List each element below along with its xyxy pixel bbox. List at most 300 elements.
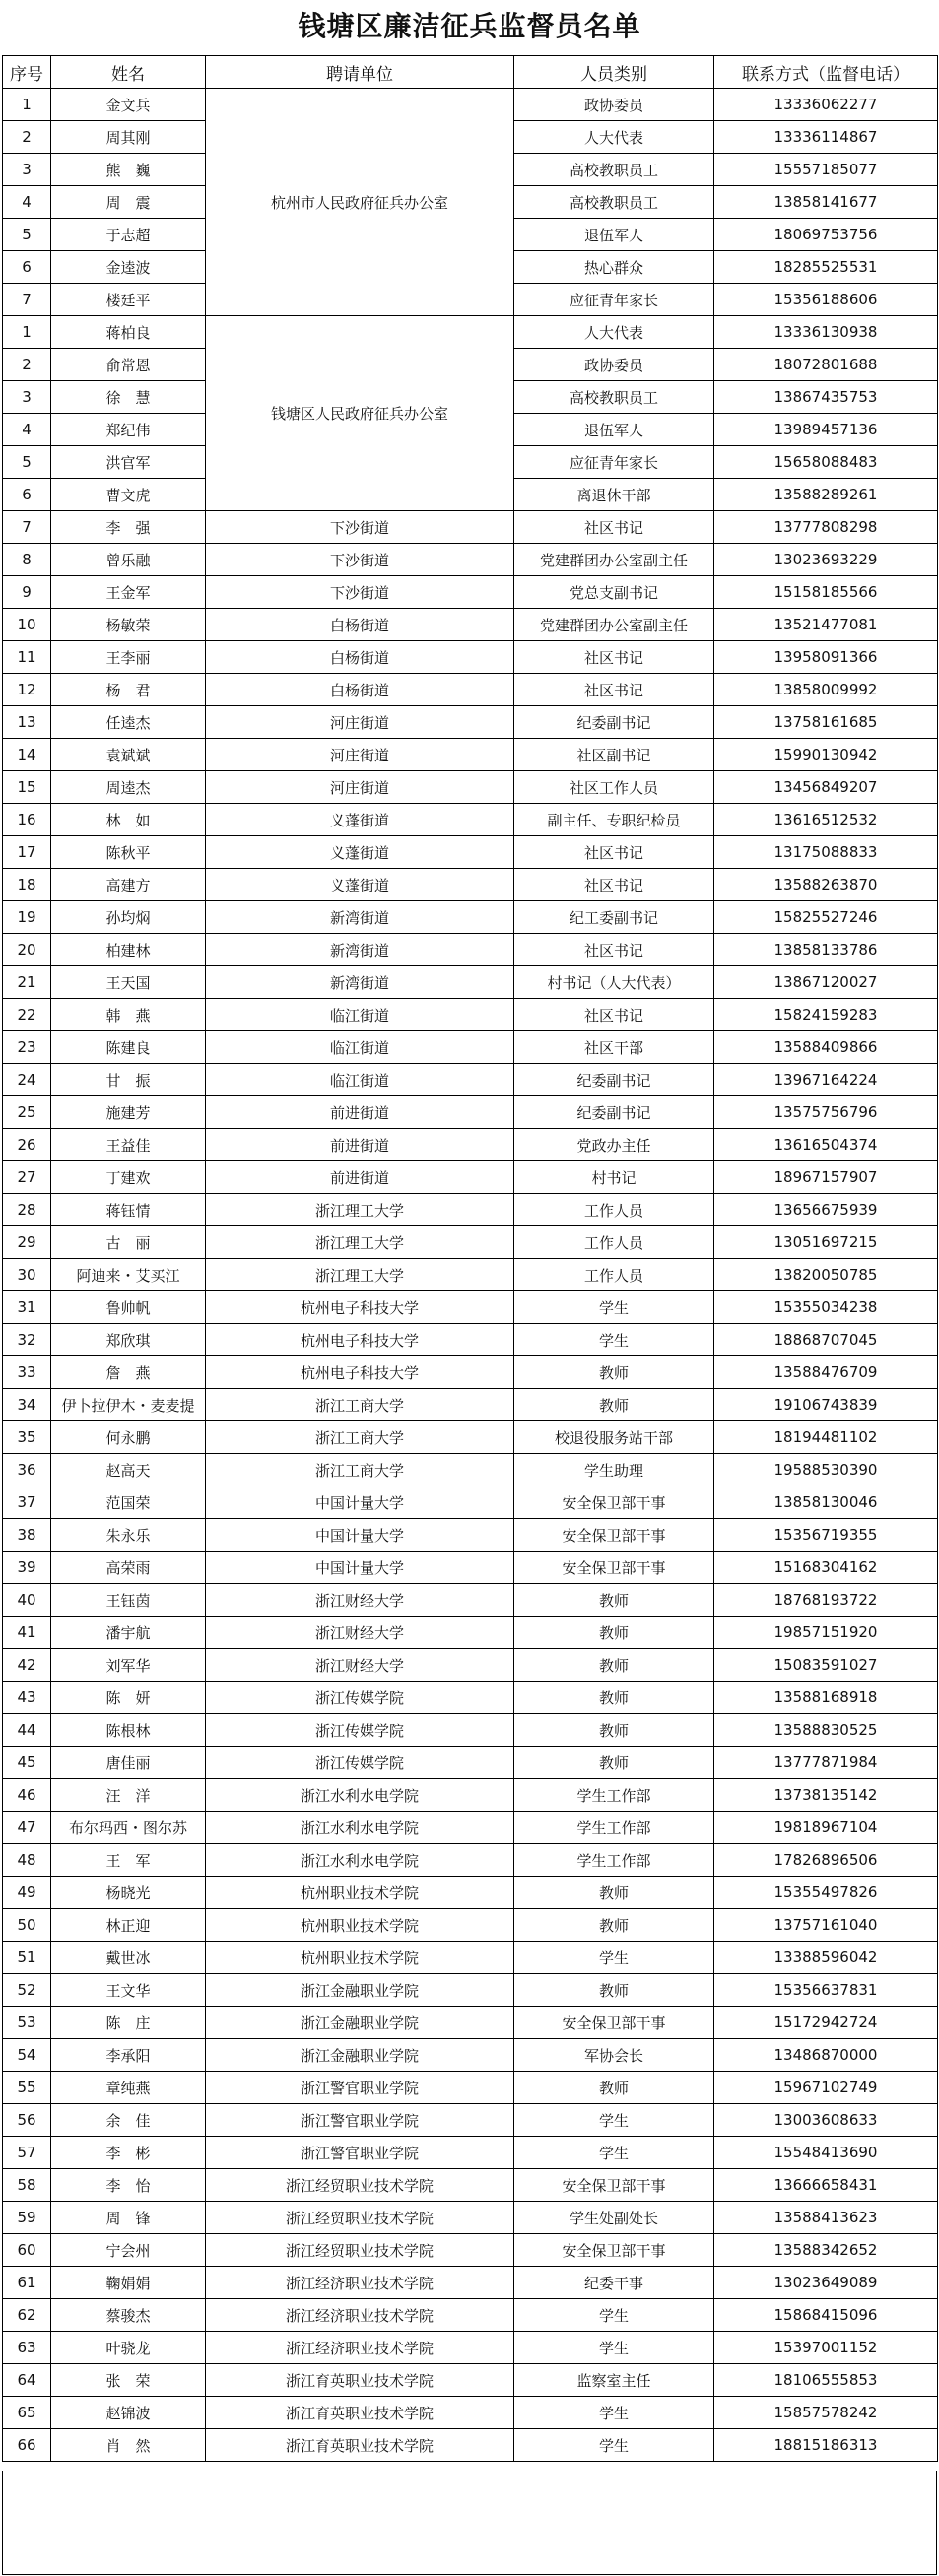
cell-category: 社区书记 [514,999,714,1031]
table-row [3,1747,938,1779]
table-row [3,2039,938,2072]
cell-category: 社区书记 [514,869,714,901]
cell-name: 刘军华 [51,1649,206,1682]
cell-category: 学生工作部 [514,1812,714,1844]
cell-unit: 浙江水利水电学院 [206,1812,514,1844]
table-row [3,1552,938,1584]
cell-unit: 浙江警官职业学院 [206,2137,514,2169]
cell-name: 陈建良 [51,1031,206,1064]
cell-unit: 浙江财经大学 [206,1617,514,1649]
cell-no: 15 [3,771,51,804]
cell-category: 应征青年家长 [514,284,714,316]
cell-name: 周 锋 [51,2202,206,2234]
cell-name: 杨 君 [51,674,206,706]
table-row [3,1649,938,1682]
cell-category: 教师 [514,1682,714,1714]
table-row [3,1096,938,1129]
cell-unit: 浙江警官职业学院 [206,2104,514,2137]
cell-category: 安全保卫部干事 [514,1486,714,1519]
cell-name: 熊 巍 [51,154,206,186]
cell-phone: 13616512532 [714,804,938,836]
cell-unit: 浙江工商大学 [206,1389,514,1421]
table-row [3,641,938,674]
table-row [3,1291,938,1324]
cell-name: 袁斌斌 [51,739,206,771]
cell-name: 杨敏荣 [51,609,206,641]
cell-unit: 浙江经济职业技术学院 [206,2299,514,2332]
table-row [3,2397,938,2429]
cell-category: 学生 [514,2429,714,2462]
cell-phone: 13858009992 [714,674,938,706]
cell-no: 48 [3,1844,51,1877]
cell-name: 曹文虎 [51,479,206,511]
cell-unit: 浙江警官职业学院 [206,2072,514,2104]
cell-category: 退伍军人 [514,414,714,446]
cell-phone: 18967157907 [714,1161,938,1194]
cell-unit: 义蓬街道 [206,804,514,836]
cell-phone: 13588476709 [714,1356,938,1389]
cell-name: 周其刚 [51,121,206,154]
cell-unit: 浙江理工大学 [206,1194,514,1226]
cell-unit-merged: 钱塘区人民政府征兵办公室 [206,316,514,511]
cell-name: 林 如 [51,804,206,836]
cell-no: 53 [3,2007,51,2039]
cell-no: 2 [3,121,51,154]
cell-no: 14 [3,739,51,771]
cell-no: 34 [3,1389,51,1421]
cell-no: 18 [3,869,51,901]
cell-phone: 18194481102 [714,1421,938,1454]
cell-phone: 15356188606 [714,284,938,316]
cell-category: 政协委员 [514,349,714,381]
cell-name: 孙均焖 [51,901,206,934]
cell-unit: 浙江经济职业技术学院 [206,2332,514,2364]
cell-name: 鲁帅帆 [51,1291,206,1324]
cell-unit: 浙江传媒学院 [206,1747,514,1779]
cell-unit: 浙江金融职业学院 [206,1974,514,2007]
cell-no: 7 [3,284,51,316]
cell-phone: 13486870000 [714,2039,938,2072]
cell-unit: 浙江金融职业学院 [206,2039,514,2072]
cell-no: 62 [3,2299,51,2332]
table-row [3,1259,938,1291]
cell-phone: 13388596042 [714,1942,938,1974]
cell-category: 离退休干部 [514,479,714,511]
cell-unit: 河庄街道 [206,739,514,771]
cell-phone: 13175088833 [714,836,938,869]
cell-no: 16 [3,804,51,836]
cell-phone: 13858133786 [714,934,938,966]
cell-no: 4 [3,414,51,446]
cell-unit: 新湾街道 [206,966,514,999]
cell-phone: 18868707045 [714,1324,938,1356]
cell-category: 社区干部 [514,1031,714,1064]
cell-phone: 19857151920 [714,1617,938,1649]
cell-name: 丁建欢 [51,1161,206,1194]
cell-category: 工作人员 [514,1194,714,1226]
cell-unit: 浙江工商大学 [206,1454,514,1486]
cell-category: 党总支副书记 [514,576,714,609]
cell-name: 伊卜拉伊木・麦麦提 [51,1389,206,1421]
cell-category: 学生 [514,1942,714,1974]
cell-name: 陈根林 [51,1714,206,1747]
cell-no: 65 [3,2397,51,2429]
cell-unit: 中国计量大学 [206,1552,514,1584]
cell-no: 7 [3,511,51,544]
cell-category: 教师 [514,1714,714,1747]
table-row [3,609,938,641]
cell-phone: 13858141677 [714,186,938,219]
table-row [3,836,938,869]
cell-no: 24 [3,1064,51,1096]
table-row [3,1161,938,1194]
cell-no: 12 [3,674,51,706]
supervisor-table [2,55,938,2462]
cell-phone: 13023649089 [714,2267,938,2299]
cell-no: 19 [3,901,51,934]
cell-phone: 13967164224 [714,1064,938,1096]
cell-unit: 临江街道 [206,999,514,1031]
cell-unit: 浙江经济职业技术学院 [206,2267,514,2299]
cell-category: 副主任、专职纪检员 [514,804,714,836]
cell-unit: 杭州电子科技大学 [206,1324,514,1356]
table-row [3,1812,938,1844]
table-row [3,1324,938,1356]
cell-name: 杨晓光 [51,1877,206,1909]
table-footer-blank [2,2471,937,2575]
cell-phone: 13588263870 [714,869,938,901]
cell-unit: 浙江传媒学院 [206,1714,514,1747]
cell-name: 徐 慧 [51,381,206,414]
cell-category: 工作人员 [514,1226,714,1259]
cell-name: 汪 洋 [51,1779,206,1812]
cell-name: 戴世冰 [51,1942,206,1974]
cell-category: 学生助理 [514,1454,714,1486]
cell-category: 人大代表 [514,121,714,154]
cell-phone: 13656675939 [714,1194,938,1226]
cell-phone: 19106743839 [714,1389,938,1421]
cell-no: 37 [3,1486,51,1519]
cell-category: 教师 [514,1877,714,1909]
cell-category: 村书记（人大代表） [514,966,714,999]
cell-no: 42 [3,1649,51,1682]
table-row [3,2202,938,2234]
cell-name: 范国荣 [51,1486,206,1519]
cell-no: 44 [3,1714,51,1747]
cell-phone: 13666658431 [714,2169,938,2202]
cell-name: 唐佳丽 [51,1747,206,1779]
cell-no: 32 [3,1324,51,1356]
cell-phone: 13521477081 [714,609,938,641]
table-row [3,674,938,706]
cell-no: 43 [3,1682,51,1714]
cell-no: 54 [3,2039,51,2072]
cell-no: 35 [3,1421,51,1454]
cell-no: 9 [3,576,51,609]
cell-name: 王天国 [51,966,206,999]
cell-unit: 河庄街道 [206,706,514,739]
header-category: 人员类别 [514,56,714,89]
cell-phone: 13588289261 [714,479,938,511]
cell-unit: 前进街道 [206,1161,514,1194]
table-row [3,1031,938,1064]
cell-name: 施建芳 [51,1096,206,1129]
cell-no: 22 [3,999,51,1031]
cell-category: 学生 [514,2137,714,2169]
cell-name: 赵锦波 [51,2397,206,2429]
cell-name: 高荣雨 [51,1552,206,1584]
table-row [3,89,938,121]
cell-category: 教师 [514,1649,714,1682]
cell-no: 10 [3,609,51,641]
cell-phone: 13575756796 [714,1096,938,1129]
cell-unit-merged: 杭州市人民政府征兵办公室 [206,89,514,316]
cell-name: 朱永乐 [51,1519,206,1552]
table-row [3,869,938,901]
cell-category: 高校教职员工 [514,154,714,186]
cell-phone: 13588409866 [714,1031,938,1064]
cell-name: 俞常恩 [51,349,206,381]
cell-phone: 18768193722 [714,1584,938,1617]
cell-category: 安全保卫部干事 [514,2007,714,2039]
cell-no: 66 [3,2429,51,2462]
cell-phone: 19588530390 [714,1454,938,1486]
cell-name: 王文华 [51,1974,206,2007]
table-row [3,1129,938,1161]
table-row [3,576,938,609]
cell-unit: 白杨街道 [206,674,514,706]
cell-category: 纪委副书记 [514,1096,714,1129]
cell-phone: 13588342652 [714,2234,938,2267]
cell-unit: 新湾街道 [206,901,514,934]
cell-name: 张 荣 [51,2364,206,2397]
cell-phone: 13456849207 [714,771,938,804]
cell-category: 军协会长 [514,2039,714,2072]
cell-no: 40 [3,1584,51,1617]
cell-no: 3 [3,154,51,186]
table-row [3,1584,938,1617]
cell-no: 31 [3,1291,51,1324]
table-row [3,1682,938,1714]
cell-unit: 新湾街道 [206,934,514,966]
cell-phone: 13588413623 [714,2202,938,2234]
table-row [3,2169,938,2202]
table-row [3,1226,938,1259]
cell-unit: 白杨街道 [206,641,514,674]
cell-phone: 15825527246 [714,901,938,934]
cell-name: 何永鹏 [51,1421,206,1454]
table-row [3,1454,938,1486]
table-row [3,2007,938,2039]
cell-name: 郑纪伟 [51,414,206,446]
header-no: 序号 [3,56,51,89]
table-row [3,901,938,934]
cell-name: 王钰茵 [51,1584,206,1617]
cell-phone: 13958091366 [714,641,938,674]
table-row [3,2072,938,2104]
cell-name: 蒋钰情 [51,1194,206,1226]
cell-phone: 18815186313 [714,2429,938,2462]
cell-no: 11 [3,641,51,674]
cell-phone: 13336062277 [714,89,938,121]
cell-phone: 13858130046 [714,1486,938,1519]
cell-phone: 15557185077 [714,154,938,186]
table-row [3,316,938,349]
table-row [3,1617,938,1649]
cell-name: 蒋柏良 [51,316,206,349]
cell-phone: 15355497826 [714,1877,938,1909]
cell-no: 5 [3,219,51,251]
cell-phone: 17826896506 [714,1844,938,1877]
cell-name: 林正迎 [51,1909,206,1942]
cell-name: 鞠娟娟 [51,2267,206,2299]
cell-no: 56 [3,2104,51,2137]
cell-category: 高校教职员工 [514,186,714,219]
cell-phone: 15868415096 [714,2299,938,2332]
cell-no: 20 [3,934,51,966]
cell-category: 安全保卫部干事 [514,2234,714,2267]
cell-no: 36 [3,1454,51,1486]
cell-unit: 浙江财经大学 [206,1584,514,1617]
cell-phone: 13757161040 [714,1909,938,1942]
cell-no: 39 [3,1552,51,1584]
cell-category: 学生工作部 [514,1844,714,1877]
cell-name: 洪官军 [51,446,206,479]
cell-no: 59 [3,2202,51,2234]
cell-name: 陈 妍 [51,1682,206,1714]
cell-unit: 浙江财经大学 [206,1649,514,1682]
cell-name: 詹 燕 [51,1356,206,1389]
table-row [3,1877,938,1909]
cell-category: 教师 [514,2072,714,2104]
cell-no: 58 [3,2169,51,2202]
cell-name: 王 军 [51,1844,206,1877]
cell-no: 1 [3,89,51,121]
cell-name: 李 强 [51,511,206,544]
cell-phone: 19818967104 [714,1812,938,1844]
cell-category: 学生处副处长 [514,2202,714,2234]
table-row [3,1194,938,1226]
table-row [3,511,938,544]
table-row [3,2137,938,2169]
cell-category: 社区副书记 [514,739,714,771]
cell-no: 29 [3,1226,51,1259]
cell-category: 纪委副书记 [514,1064,714,1096]
cell-unit: 浙江金融职业学院 [206,2007,514,2039]
cell-category: 人大代表 [514,316,714,349]
cell-unit: 义蓬街道 [206,836,514,869]
cell-category: 热心群众 [514,251,714,284]
cell-category: 党建群团办公室副主任 [514,609,714,641]
cell-category: 纪工委副书记 [514,901,714,934]
table-header-row [3,56,938,89]
cell-no: 55 [3,2072,51,2104]
table-row [3,544,938,576]
cell-name: 余 佳 [51,2104,206,2137]
cell-name: 王李丽 [51,641,206,674]
cell-category: 学生 [514,1291,714,1324]
cell-phone: 18072801688 [714,349,938,381]
table-row [3,2332,938,2364]
cell-phone: 13758161685 [714,706,938,739]
table-row [3,966,938,999]
cell-unit: 浙江传媒学院 [206,1682,514,1714]
cell-phone: 13616504374 [714,1129,938,1161]
cell-no: 45 [3,1747,51,1779]
cell-name: 甘 振 [51,1064,206,1096]
cell-name: 李承阳 [51,2039,206,2072]
cell-phone: 15168304162 [714,1552,938,1584]
cell-phone: 13867435753 [714,381,938,414]
cell-no: 23 [3,1031,51,1064]
cell-no: 26 [3,1129,51,1161]
header-name: 姓名 [51,56,206,89]
cell-name: 阿迪来・艾买江 [51,1259,206,1291]
cell-phone: 13867120027 [714,966,938,999]
cell-category: 社区书记 [514,934,714,966]
cell-category: 教师 [514,1584,714,1617]
cell-no: 5 [3,446,51,479]
cell-name: 曾乐融 [51,544,206,576]
cell-unit: 下沙街道 [206,576,514,609]
cell-no: 2 [3,349,51,381]
cell-unit: 杭州职业技术学院 [206,1877,514,1909]
cell-category: 社区书记 [514,674,714,706]
cell-category: 学生 [514,2332,714,2364]
cell-no: 17 [3,836,51,869]
cell-name: 周 震 [51,186,206,219]
cell-category: 教师 [514,1747,714,1779]
cell-name: 任逵杰 [51,706,206,739]
cell-no: 28 [3,1194,51,1226]
table-row [3,2364,938,2397]
table-row [3,1909,938,1942]
cell-name: 肖 然 [51,2429,206,2462]
cell-name: 王益佳 [51,1129,206,1161]
cell-phone: 15548413690 [714,2137,938,2169]
cell-phone: 13003608633 [714,2104,938,2137]
cell-unit: 前进街道 [206,1096,514,1129]
table-row [3,1356,938,1389]
cell-unit: 浙江经贸职业技术学院 [206,2234,514,2267]
cell-name: 郑欣琪 [51,1324,206,1356]
cell-phone: 15397001152 [714,2332,938,2364]
cell-unit: 杭州电子科技大学 [206,1291,514,1324]
cell-unit: 下沙街道 [206,544,514,576]
cell-category: 政协委员 [514,89,714,121]
table-row [3,1974,938,2007]
table-row [3,2429,938,2462]
cell-no: 47 [3,1812,51,1844]
cell-unit: 中国计量大学 [206,1519,514,1552]
cell-category: 教师 [514,1909,714,1942]
table-row [3,1519,938,1552]
cell-phone: 15824159283 [714,999,938,1031]
cell-unit: 浙江水利水电学院 [206,1844,514,1877]
cell-category: 党建群团办公室副主任 [514,544,714,576]
cell-no: 46 [3,1779,51,1812]
cell-no: 30 [3,1259,51,1291]
cell-phone: 15356719355 [714,1519,938,1552]
table-row [3,934,938,966]
cell-category: 学生 [514,2397,714,2429]
cell-category: 社区工作人员 [514,771,714,804]
document-title: 钱塘区廉洁征兵监督员名单 [298,10,641,42]
cell-category: 教师 [514,1389,714,1421]
cell-category: 学生 [514,1324,714,1356]
cell-category: 监察室主任 [514,2364,714,2397]
cell-category: 教师 [514,1974,714,2007]
